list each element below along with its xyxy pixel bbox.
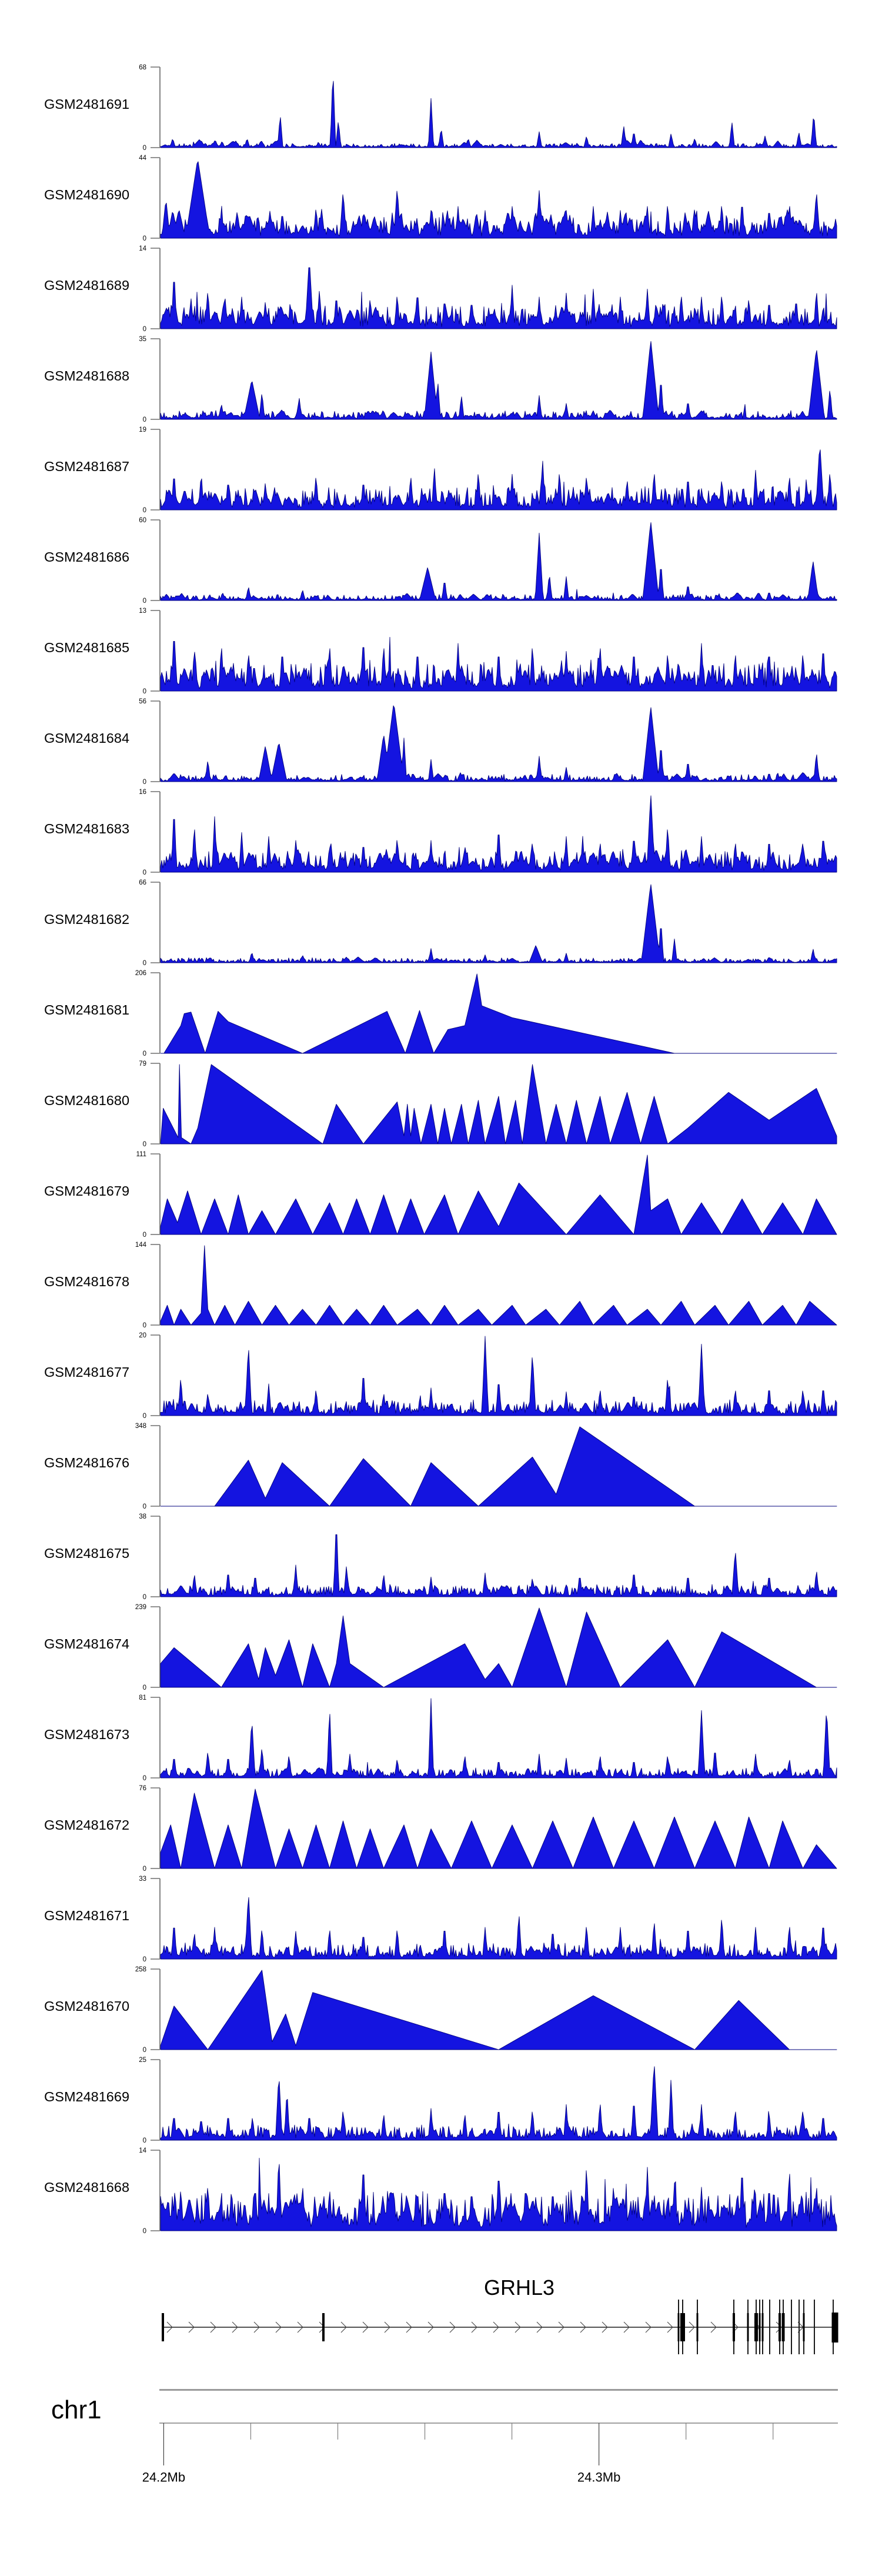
signal-area [161, 1534, 837, 1597]
track-label: GSM2481677 [44, 1364, 130, 1380]
track-ymax-label: 13 [139, 608, 146, 615]
signal-area [161, 162, 837, 238]
track-label: GSM2481683 [44, 821, 130, 837]
signal-tracks [44, 64, 837, 2235]
signal-area [161, 1246, 837, 1325]
track-ymax-label: 14 [139, 2147, 146, 2155]
gene-model [162, 2300, 838, 2354]
signal-area [161, 341, 837, 419]
track-row [44, 608, 837, 695]
exon-box [762, 2313, 764, 2341]
track-ymin-label: 0 [142, 1322, 146, 1330]
track-label: GSM2481672 [44, 1817, 130, 1833]
exon-box [747, 2313, 749, 2341]
ruler-tick-label: 24.3Mb [577, 2470, 621, 2485]
track-label: GSM2481673 [44, 1727, 130, 1743]
exon-box [832, 2313, 838, 2343]
exon-box [697, 2313, 699, 2341]
track-ymin-label: 0 [142, 416, 146, 424]
track-ymax-label: 206 [135, 970, 146, 977]
track-ymax-label: 111 [136, 1151, 146, 1159]
track-ymin-label: 0 [142, 1775, 146, 1783]
track-ymin-label: 0 [142, 1594, 146, 1601]
track-row [44, 2057, 837, 2144]
track-row [44, 426, 837, 514]
track-row [44, 789, 837, 876]
track-label: GSM2481679 [44, 1183, 130, 1199]
track-ymin-label: 0 [142, 869, 146, 877]
track-label: GSM2481685 [44, 640, 130, 656]
track-ymin-label: 0 [142, 1866, 146, 1873]
track-ymin-label: 0 [142, 2137, 146, 2145]
track-ymax-label: 76 [139, 1785, 146, 1793]
signal-area [161, 522, 837, 600]
track-ymin-label: 0 [142, 779, 146, 786]
exon-box [759, 2313, 761, 2341]
track-ymax-label: 38 [139, 1513, 146, 1521]
track-label: GSM2481689 [44, 278, 130, 293]
signal-area [161, 1699, 837, 1778]
exon-boundary-line [814, 2300, 815, 2354]
exon-box [162, 2313, 164, 2341]
exon-box [803, 2313, 805, 2341]
track-ymin-label: 0 [142, 2047, 146, 2054]
track-row [44, 1876, 837, 1963]
track-row [44, 970, 837, 1057]
track-ymin-label: 0 [142, 1956, 146, 1964]
track-label: GSM2481690 [44, 187, 130, 203]
gene-title: GRHL3 [483, 2275, 555, 2300]
track-row [44, 2147, 837, 2235]
signal-area [161, 2067, 837, 2140]
track-row [44, 1151, 837, 1239]
signal-area [161, 2158, 837, 2231]
track-ymax-label: 79 [139, 1060, 146, 1068]
gene-panel [162, 2275, 838, 2354]
signal-area [161, 1427, 837, 1506]
track-ymax-label: 60 [139, 517, 146, 525]
track-ymin-label: 0 [142, 1050, 146, 1058]
track-ymax-label: 20 [139, 1332, 146, 1340]
signal-area [161, 1155, 837, 1234]
track-ymax-label: 144 [135, 1242, 146, 1249]
track-label: GSM2481691 [44, 96, 130, 112]
signal-area [161, 450, 837, 510]
track-ymax-label: 33 [139, 1876, 146, 1883]
track-ymin-label: 0 [142, 960, 146, 967]
signal-area [161, 1897, 837, 1959]
track-label: GSM2481670 [44, 1998, 130, 2014]
track-row [44, 1966, 837, 2054]
track-ymax-label: 81 [139, 1694, 146, 1702]
exon-box [322, 2313, 325, 2341]
track-ymin-label: 0 [142, 598, 146, 605]
track-ymax-label: 44 [139, 155, 146, 162]
signal-area [161, 796, 837, 872]
track-label: GSM2481681 [44, 1002, 130, 1018]
exon-box [754, 2313, 758, 2341]
track-row [44, 1785, 837, 1873]
track-ymax-label: 348 [135, 1423, 146, 1430]
track-ymin-label: 0 [142, 326, 146, 333]
chromosome-label: chr1 [51, 2395, 102, 2424]
track-row [44, 245, 837, 333]
track-row [44, 155, 837, 242]
track-ymax-label: 239 [135, 1604, 146, 1611]
track-label: GSM2481688 [44, 368, 130, 384]
exon-box [680, 2313, 685, 2341]
track-ymin-label: 0 [142, 1413, 146, 1420]
track-row [44, 1604, 837, 1691]
track-ymin-label: 0 [142, 507, 146, 515]
signal-area [161, 637, 837, 691]
track-ymax-label: 35 [139, 336, 146, 343]
track-ymin-label: 0 [142, 2228, 146, 2235]
track-ymax-label: 258 [135, 1966, 146, 1974]
signal-area [161, 885, 837, 963]
signal-area [161, 1336, 837, 1416]
track-row [44, 1423, 837, 1510]
signal-area [161, 706, 837, 782]
ruler-tick-label: 24.2Mb [142, 2470, 186, 2485]
exon-box [678, 2313, 680, 2341]
track-label: GSM2481669 [44, 2089, 130, 2105]
track-row [44, 1242, 837, 1329]
track-ymax-label: 19 [139, 426, 146, 434]
track-row [44, 517, 837, 605]
exon-boundary-line [791, 2300, 792, 2354]
track-ymax-label: 56 [139, 698, 146, 706]
track-ymin-label: 0 [142, 1503, 146, 1511]
track-row [44, 64, 837, 152]
track-ymin-label: 0 [142, 1684, 146, 1692]
track-ymax-label: 14 [139, 245, 146, 253]
exon-boundary-line [769, 2300, 770, 2354]
track-row [44, 879, 837, 967]
track-label: GSM2481686 [44, 549, 130, 565]
track-row [44, 1060, 837, 1148]
track-label: GSM2481682 [44, 912, 130, 927]
track-row [44, 698, 837, 786]
track-ymax-label: 66 [139, 879, 146, 887]
track-ymax-label: 25 [139, 2057, 146, 2064]
signal-area [161, 1065, 837, 1144]
track-row [44, 1332, 837, 1420]
track-label: GSM2481678 [44, 1274, 130, 1290]
track-label: GSM2481671 [44, 1908, 130, 1924]
track-row [44, 1513, 837, 1601]
track-ymin-label: 0 [142, 145, 146, 152]
track-label: GSM2481680 [44, 1093, 130, 1109]
signal-area [161, 81, 837, 148]
track-label: GSM2481675 [44, 1546, 130, 1561]
track-row [44, 1694, 837, 1782]
genome-axis [142, 2389, 838, 2485]
track-label: GSM2481684 [44, 730, 130, 746]
chromosome-ideogram-line [159, 2389, 838, 2391]
exon-boundary-line [799, 2300, 800, 2354]
axis-panel [51, 2389, 838, 2485]
track-ymax-label: 68 [139, 64, 146, 72]
track-ymin-label: 0 [142, 688, 146, 696]
exon-box [733, 2313, 735, 2341]
signal-area [161, 1789, 837, 1868]
exon-box [779, 2313, 781, 2341]
track-row [44, 336, 837, 423]
track-label: GSM2481687 [44, 459, 130, 475]
exon-box [782, 2313, 785, 2341]
track-label: GSM2481676 [44, 1455, 130, 1471]
signal-area [161, 1608, 837, 1687]
track-ymin-label: 0 [142, 235, 146, 243]
signal-area [161, 1970, 837, 2050]
track-label: GSM2481674 [44, 1636, 130, 1652]
track-label: GSM2481668 [44, 2180, 130, 2195]
track-ymin-label: 0 [142, 1141, 146, 1149]
track-ymax-label: 16 [139, 789, 146, 796]
signal-area [161, 974, 837, 1053]
track-ymin-label: 0 [142, 1232, 146, 1239]
signal-area [161, 268, 837, 329]
